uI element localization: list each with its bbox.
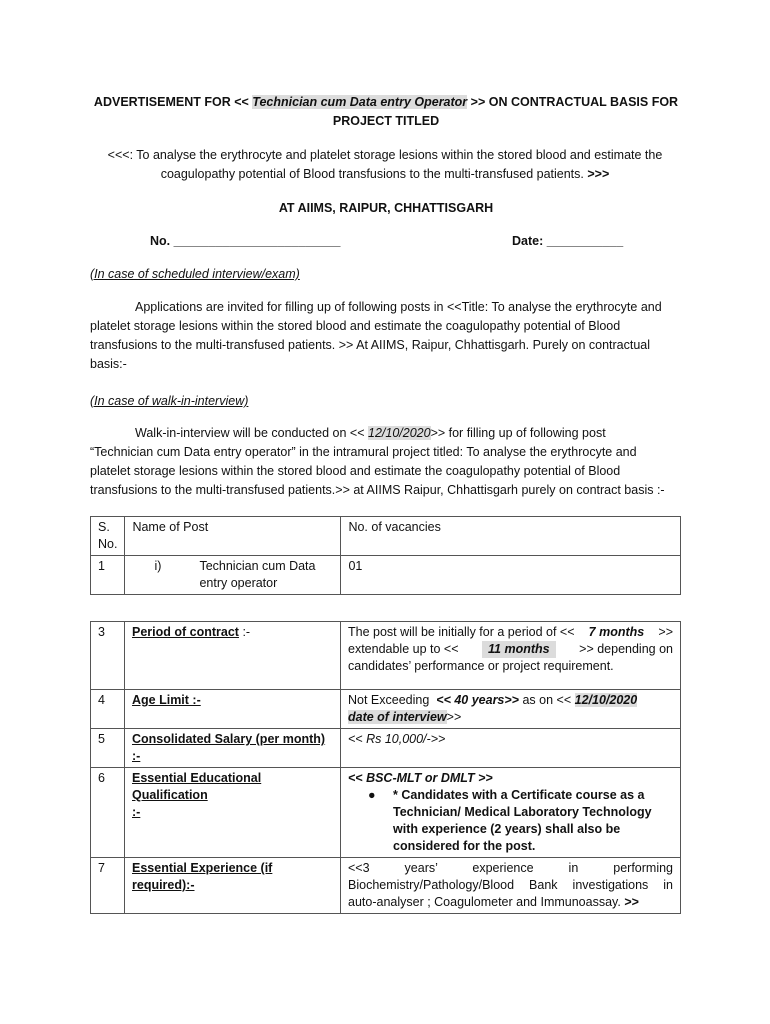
table-row [91, 556, 681, 595]
header-post-name: Name of Post [125, 517, 341, 556]
qualification-value [341, 768, 681, 858]
table-row [91, 858, 681, 914]
scheduled-heading: (In case of scheduled interview/exam) [90, 267, 300, 281]
post-table-header [91, 517, 681, 556]
walkin-line3: platelet storage lesions within the stored blood and estimate the coagulopathy potential of Blood [90, 464, 621, 478]
row-post [125, 556, 341, 595]
experience-num: 7 [91, 858, 125, 914]
list-item [360, 787, 673, 855]
table-row [91, 768, 681, 858]
details-table [90, 621, 681, 914]
bullet-line2: Technician/ Medical Laboratory Technology [393, 805, 652, 819]
period-text-c: extendable up to << [348, 642, 459, 656]
experience-line1: <<3 years’ experience in performing [348, 861, 673, 875]
header-sno: S. No. [91, 517, 125, 556]
age-text-c: >> [446, 710, 462, 724]
row-index: i) [154, 559, 162, 573]
table-row [91, 622, 681, 690]
location-heading: AT AIIMS, RAIPUR, CHHATTISGARH [278, 201, 494, 215]
age-date: 12/10/2020 [574, 693, 638, 707]
age-limit: << 40 years>> [436, 693, 519, 707]
walkin-heading: (In case of walk-in-interview) [90, 394, 249, 408]
title-line2: PROJECT TITLED [332, 114, 440, 128]
post-table [90, 516, 681, 595]
qualification-label-line1: Essential Educational Qualification [132, 771, 262, 802]
reference-number: No. ________________________ [150, 234, 341, 248]
walkin-date: 12/10/2020 [368, 426, 431, 440]
qualification-label-cell [125, 768, 341, 858]
period-label: Period of contract [132, 625, 239, 639]
scheduled-line2: platelet storage lesions within the stored blood and estimate the coagulopathy potential of Blood [90, 319, 621, 333]
salary-label: Consolidated Salary (per month) :- [132, 732, 326, 763]
age-num: 4 [91, 690, 125, 729]
bullet-icon: ● [368, 788, 376, 802]
period-label-suffix: :- [238, 625, 251, 639]
bullet-line4: considered for the post. [393, 839, 536, 853]
walkin-line4: transfusions to the multi-transfused patients.>> at AIIMS Raipur, Chhattisgarh purely on contract basis :- [90, 483, 665, 497]
bullet-line1: * Candidates with a Certificate course as a [393, 788, 645, 802]
row-vacancies: 01 [341, 556, 681, 595]
period-text-b: >> [658, 625, 673, 639]
period-months: 7 months [588, 625, 645, 639]
qualification-label-line2: :- [132, 805, 141, 819]
experience-value [341, 858, 681, 914]
walkin-line2: “Technician cum Data entry operator” in the intramural project titled: To analyse the erythrocyte and [90, 445, 637, 459]
experience-line2: Biochemistry/Pathology/Blood Bank investigations in [348, 878, 673, 892]
table-row [91, 690, 681, 729]
row-post-line2: entry operator [199, 576, 278, 590]
age-text-b: as on << [522, 693, 572, 707]
title-prefix: ADVERTISEMENT FOR << [93, 95, 249, 109]
salary-value: << Rs 10,000/->> [341, 729, 681, 768]
title-post-name: Technician cum Data entry Operator [252, 95, 468, 109]
reference-date: Date: ___________ [512, 234, 624, 248]
age-value [341, 690, 681, 729]
qualification-bullet-list [360, 787, 673, 855]
experience-line3: auto-analyser ; Coagulometer and Immunoassay. [348, 895, 621, 909]
project-title-line1: <<<: To analyse the erythrocyte and platelet storage lesions within the stored blood and estimate the [107, 148, 663, 162]
age-text-a: Not Exceeding [348, 693, 430, 707]
salary-num: 5 [91, 729, 125, 768]
period-label-cell [125, 622, 341, 690]
row-post-line1: Technician cum Data [199, 559, 316, 573]
period-value [341, 622, 681, 690]
walkin-paragraph [90, 424, 682, 500]
walkin-line1-suffix: >> for filling up of following post [430, 426, 606, 440]
experience-label: Essential Experience (if required):- [132, 861, 273, 892]
age-label-cell [125, 690, 341, 729]
scheduled-line1: Applications are invited for filling up of following posts in <<Title: To analyse the erythrocyte and [135, 300, 662, 314]
row-sno: 1 [91, 556, 125, 595]
bullet-line3: with experience (2 years) shall also be [393, 822, 621, 836]
project-title [70, 146, 700, 184]
table-row [91, 729, 681, 768]
project-title-end: >>> [587, 167, 610, 181]
scheduled-paragraph [90, 298, 682, 374]
period-ext-months: 11 months [482, 641, 556, 658]
salary-label-cell [125, 729, 341, 768]
title-suffix: >> ON CONTRACTUAL BASIS FOR [470, 95, 679, 109]
qualification-num: 6 [91, 768, 125, 858]
qualification-degree: << BSC-MLT or DMLT >> [348, 771, 493, 785]
project-title-line2: coagulopathy potential of Blood transfusions to the multi-transfused patients. [160, 167, 584, 181]
walkin-line1-prefix: Walk-in-interview will be conducted on << [135, 426, 365, 440]
experience-label-cell [125, 858, 341, 914]
row-post-name [199, 558, 315, 592]
period-text-a: The post will be initially for a period of << [348, 625, 575, 639]
age-date-note: date of interview [348, 710, 447, 724]
header-vacancies: No. of vacancies [341, 517, 681, 556]
experience-line3-end: >> [624, 895, 639, 909]
period-num: 3 [91, 622, 125, 690]
period-text-d: >> depending on [579, 642, 673, 656]
age-label: Age Limit :- [132, 693, 201, 707]
scheduled-line3: transfusions to the multi-transfused patients. >> At AIIMS, Raipur, Chhattisgarh. Purely on contractual [90, 338, 651, 352]
scheduled-line4: basis:- [90, 357, 127, 371]
advertisement-title [90, 93, 682, 131]
period-text-e: candidates’ performance or project requirement. [348, 659, 614, 673]
